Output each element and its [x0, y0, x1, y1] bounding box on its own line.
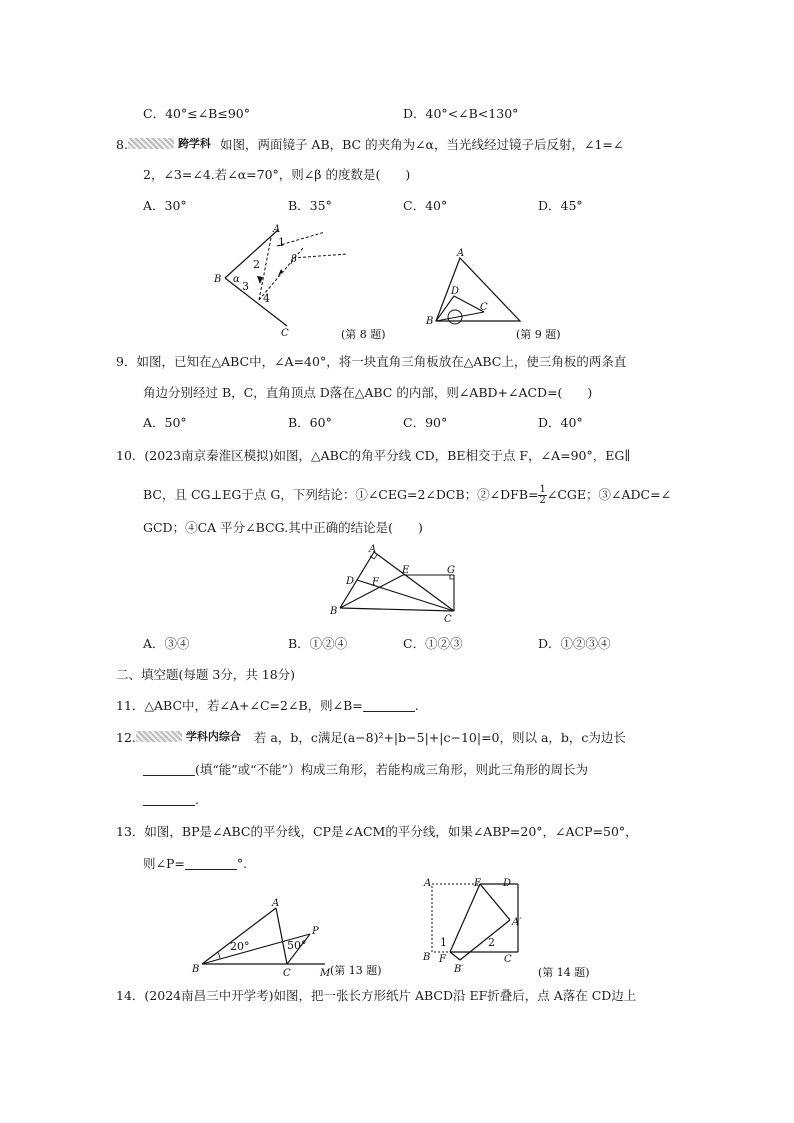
fig9-label-a: A — [457, 248, 465, 259]
q9-stem-line1: 9．如图，已知在△ABC中，∠A=40°，将一块直角三角板放在△ABC上，使三角板的两条直 — [116, 354, 627, 369]
fig8-label-2: 2 — [253, 258, 260, 271]
fig13-label-c: C — [283, 968, 291, 979]
fig8-label-3: 3 — [242, 280, 249, 293]
q8-option-d: D．45° — [538, 198, 583, 213]
q11-answer-blank[interactable] — [363, 699, 415, 712]
q10-stem-line3: GCD；④CA 平分∠BCG.其中正确的结论是( ) — [143, 520, 423, 535]
fig8-label-alpha: α — [233, 274, 240, 285]
fig14-label-a-prime: A′ — [512, 917, 522, 928]
q12-text-1: 若 a，b，c满足(a−8)²+|b−5|+|c−10|=0，则以 a，b，c为边长 — [253, 730, 626, 745]
q8-option-c: C．40° — [403, 198, 448, 213]
q13-text-2b: °. — [236, 856, 248, 871]
fig14-label-b-prime: B′ — [454, 964, 464, 975]
fig8-label-a: A — [273, 224, 281, 235]
fig14-label-e: E — [474, 878, 482, 889]
q12-stem-line3 — [143, 792, 199, 808]
fig14-label-b: B — [423, 952, 431, 963]
q13-stem-line1: 13．如图，BP是∠ABC的平分线，CP是∠ACM的平分线，如果∠ABP=20°，∠ACP=50°， — [116, 824, 638, 839]
fig13-label-b: B — [192, 964, 200, 975]
q10-stem-line1: 10．(2023南京秦淮区模拟)如图，△ABC的角平分线 CD，BE相交于点 F，∠A=90°，EG∥ — [116, 448, 631, 463]
q8-option-a: A．30° — [143, 198, 187, 213]
fig14-label-1: 1 — [440, 936, 447, 949]
figure-13-triangle — [190, 894, 400, 982]
fig13-label-m: M — [320, 968, 331, 979]
fig9-label-d: D — [451, 286, 460, 297]
q12-stem-line2 — [143, 762, 588, 778]
q8-stem-line1 — [116, 137, 623, 153]
badge-label: 学科内综合 — [185, 730, 241, 743]
fig10-label-d: D — [346, 576, 355, 587]
q10-option-c: C．①②③ — [403, 636, 463, 651]
badge-label: 跨学科 — [177, 137, 211, 150]
fig14-label-f: F — [439, 954, 446, 965]
section-2-heading: 二、填空题(每题 3分，共 18分) — [116, 667, 296, 682]
fig10-label-e: E — [402, 565, 410, 576]
fig9-label-b: B — [426, 316, 434, 327]
q10-text-2b: ∠CGE；③∠ADC=∠ — [546, 487, 672, 502]
q8-option-b: B．35° — [288, 198, 332, 213]
q9-stem-line2: 角边分别经过 B，C，直角顶点 D落在△ABC 的内部，则∠ABD+∠ACD=( ) — [143, 385, 593, 400]
q14-stem-line1: 14．(2024南昌三中开学考)如图，把一张长方形纸片 ABCD沿 EF折叠后，点 A落在 CD边上 — [116, 988, 637, 1003]
q13-answer-blank[interactable] — [185, 857, 237, 870]
fig10-label-b: B — [330, 606, 338, 617]
fig13-angle-20: 20° — [230, 940, 250, 953]
q8-number: 8. — [116, 137, 128, 152]
q11-end: . — [414, 698, 419, 713]
fig10-label-a: A — [369, 544, 377, 555]
fig14-caption: (第 14 题) — [538, 966, 590, 979]
q12-text-2: (填“能”或“不能”）构成三角形，若能构成三角形，则此三角形的周长为 — [195, 762, 588, 777]
figure-10-triangle — [326, 542, 466, 627]
figure-8-mirrors — [205, 224, 385, 344]
q13-stem-line2 — [143, 856, 247, 872]
q8-stem-line2: 2，∠3=∠4.若∠α=70°，则∠β 的度数是( ) — [143, 167, 411, 182]
q13-text-2a: 则∠P= — [143, 856, 185, 871]
fig14-label-d: D — [503, 878, 512, 889]
q9-option-c: C．90° — [403, 415, 448, 430]
fig10-label-c: C — [444, 614, 452, 625]
q7-option-d: D．40°<∠B<130° — [403, 106, 519, 121]
q7-option-c: C．40°≤∠B≤90° — [143, 106, 250, 121]
q10-option-a: A．③④ — [143, 636, 190, 651]
fig8-label-b: B — [214, 274, 222, 285]
q12-answer-blank-1[interactable] — [143, 763, 195, 776]
q11-stem — [116, 698, 419, 714]
q10-option-d: D．①②③④ — [538, 636, 611, 651]
fig10-label-g: G — [447, 565, 455, 576]
fig13-label-p: P — [312, 926, 319, 937]
fig13-angle-50: 50° — [287, 939, 307, 952]
q10-option-b: B．①②④ — [288, 636, 348, 651]
q10-stem-line2 — [143, 485, 671, 506]
q8-text-1: 如图，两面镜子 AB，BC 的夹角为∠α，当光线经过镜子后反射，∠1=∠ — [219, 137, 624, 152]
q9-option-d: D．40° — [538, 415, 583, 430]
fig13-caption: (第 13 题) — [330, 964, 382, 977]
q12-end: . — [195, 792, 199, 807]
fig14-label-a: A — [424, 878, 432, 889]
fig14-label-2: 2 — [488, 936, 495, 949]
fig8-caption: (第 8 题) — [341, 328, 386, 341]
q12-number: 12. — [116, 730, 136, 745]
cross-discipline-badge — [128, 137, 220, 151]
figure-14-folded-rectangle — [420, 876, 610, 982]
figure-9-triangle — [420, 248, 580, 343]
fig10-label-f: F — [372, 577, 379, 588]
intra-subject-badge — [136, 730, 254, 744]
fraction-one-half — [538, 485, 546, 506]
fig8-label-c: C — [281, 328, 289, 339]
badge-pattern — [136, 731, 182, 742]
fig9-label-c: C — [480, 302, 488, 313]
fig8-label-1: 1 — [278, 236, 285, 249]
q9-option-b: B．60° — [288, 415, 332, 430]
q12-answer-blank-2[interactable] — [143, 793, 195, 806]
fig8-label-4: 4 — [263, 292, 270, 305]
fraction-denominator: 2 — [539, 495, 546, 506]
fig13-label-a: A — [272, 898, 280, 909]
fig14-label-c: C — [504, 954, 512, 965]
q10-text-2a: BC，且 CG⊥EG于点 G，下列结论：①∠CEG=2∠DCB；②∠DFB= — [143, 487, 539, 502]
q11-text: 11．△ABC中，若∠A+∠C=2∠B，则∠B= — [116, 698, 363, 713]
fig8-label-beta: β — [291, 254, 297, 265]
q9-option-a: A．50° — [143, 415, 187, 430]
badge-pattern — [128, 138, 174, 149]
fig9-caption: (第 9 题) — [516, 328, 561, 341]
q12-stem-line1 — [116, 730, 626, 746]
fraction-numerator: 1 — [539, 484, 546, 495]
